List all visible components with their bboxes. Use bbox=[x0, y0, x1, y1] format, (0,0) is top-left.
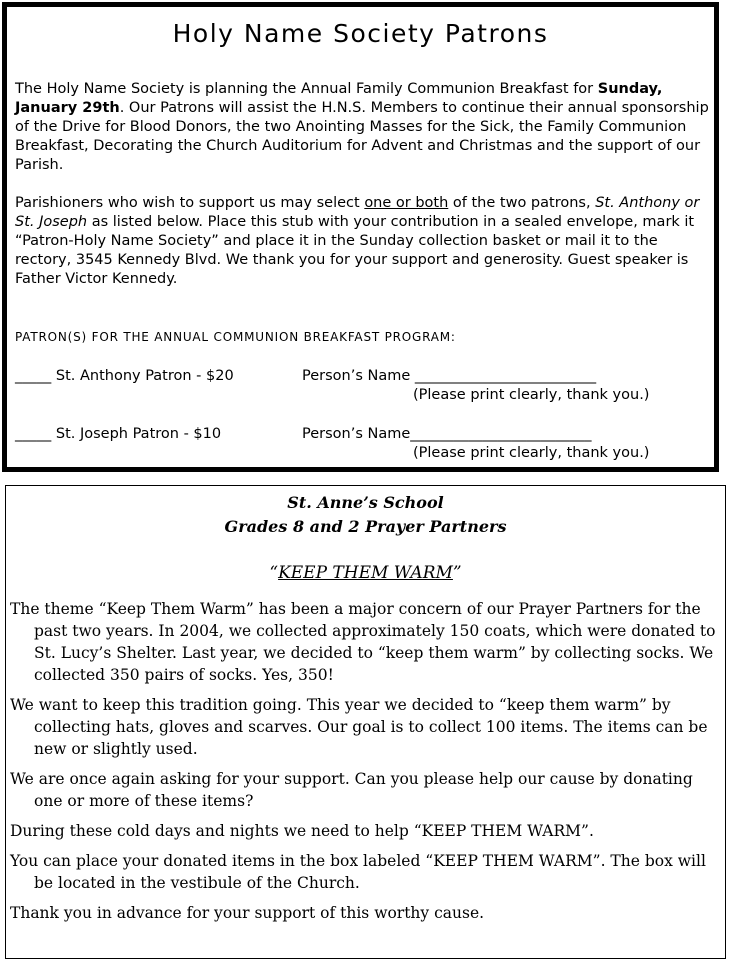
st-anthony-person-name-field[interactable]: Person’s Name _________________________ bbox=[302, 368, 597, 384]
hns-instr-text-a: Parishioners who wish to support us may select bbox=[15, 195, 365, 211]
hns-instr-text-b: of the two patrons, bbox=[448, 195, 596, 211]
hns-instr-italic: St. Anthony or St. Joseph bbox=[15, 195, 700, 230]
hns-intro-paragraph bbox=[15, 80, 715, 175]
hns-intro-text-a: The Holy Name Society is planning the Annual Family Communion Breakfast for bbox=[15, 81, 598, 97]
school-name: St. Anne’s School bbox=[287, 493, 444, 512]
hns-patrons-box bbox=[2, 2, 719, 472]
st-anthony-patron-line[interactable]: _____ St. Anthony Patron - $20 bbox=[15, 368, 234, 384]
hns-intro-text-b: . Our Patrons will assist the H.N.S. Members to continue their annual sponsorship of the Drive for Blood Donors, the two Anointing Masses for the Sick, the Family Communion Breakfast, Decorating the Church Auditorium for Advent and Christmas and the support of our Parish. bbox=[15, 100, 709, 173]
hns-title: Holy Name Society Patrons bbox=[172, 19, 549, 48]
school-paragraph: We want to keep this tradition going. This year we decided to “keep them warm” by collecting hats, gloves and scarves. Our goal is to collect 100 items. The items can be new or slightly used. bbox=[10, 696, 708, 758]
school-paragraphs bbox=[10, 598, 722, 932]
hns-instructions-paragraph bbox=[15, 194, 715, 289]
school-paragraph: Thank you in advance for your support of this worthy cause. bbox=[10, 904, 485, 922]
hns-instr-underlined: one or both bbox=[364, 195, 449, 211]
school-grades: Grades 8 and 2 Prayer Partners bbox=[224, 517, 507, 536]
hns-breakfast-date: Sunday, January 29th bbox=[15, 81, 663, 116]
theme-title bbox=[6, 562, 725, 584]
st-joseph-person-name-field[interactable]: Person’s Name_________________________ bbox=[302, 426, 592, 442]
st-anthony-print-note: (Please print clearly, thank you.) bbox=[413, 387, 650, 403]
hns-instr-text-c: as listed below. Place this stub with your contribution in a sealed envelope, mark it “Patron-Holy Name Society” and place it in the Sunday collection basket or mail it to the rectory, 3545 Kennedy Blvd. We thank you for your support and generosity. Guest speaker is Father Victor Kennedy. bbox=[15, 214, 695, 287]
school-paragraph: The theme “Keep Them Warm” has been a major concern of our Prayer Partners for the past two years. In 2004, we collected approximately 150 coats, which were donated to St. Lucy’s Shelter. Last year, we decided to “keep them warm” by collecting socks. We collected 350 pairs of socks. Yes, 350! bbox=[10, 600, 716, 684]
school-paragraph: We are once again asking for your support. Can you please help our cause by donating one or more of these items? bbox=[10, 770, 693, 810]
school-prayer-partners-box bbox=[5, 485, 726, 959]
theme-open-quote: “ bbox=[269, 563, 279, 583]
school-paragraph: You can place your donated items in the box labeled “KEEP THEM WARM”. The box will be located in the vestibule of the Church. bbox=[10, 852, 706, 892]
school-paragraph: During these cold days and nights we need to help “KEEP THEM WARM”. bbox=[10, 822, 594, 840]
st-joseph-patron-line[interactable]: _____ St. Joseph Patron - $10 bbox=[15, 426, 222, 442]
patrons-heading: PATRON(S) FOR THE ANNUAL COMMUNION BREAKFAST PROGRAM: bbox=[15, 330, 456, 344]
st-joseph-print-note: (Please print clearly, thank you.) bbox=[413, 445, 650, 461]
theme-close-quote: ” bbox=[452, 563, 462, 583]
theme-text: KEEP THEM WARM bbox=[278, 563, 453, 583]
